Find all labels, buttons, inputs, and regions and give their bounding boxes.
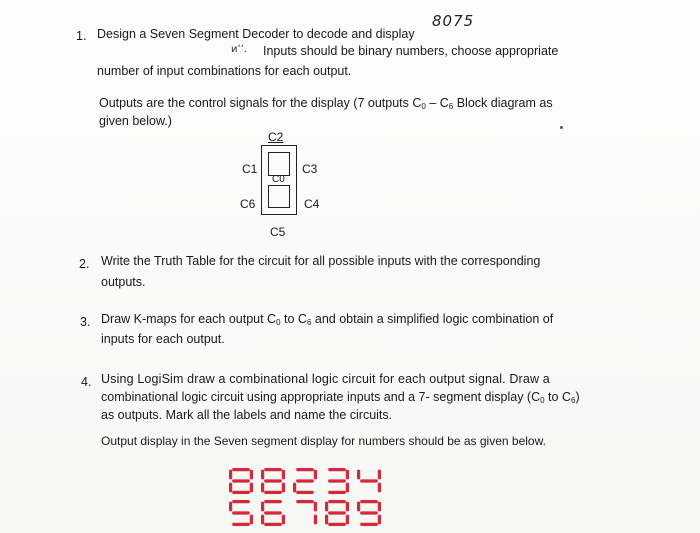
- item-2-number: 2.: [79, 257, 90, 271]
- segment-f: [261, 470, 264, 480]
- segment-e: [293, 483, 296, 493]
- segment-c: [250, 515, 253, 525]
- item-1-line-1: Design a Seven Segment Decoder to decode and display: [97, 27, 415, 41]
- item-4-mid: to C: [544, 390, 571, 404]
- segment-a: [328, 500, 346, 503]
- segment-g: [232, 511, 250, 514]
- segment-a: [296, 468, 314, 471]
- segment-c: [346, 483, 349, 493]
- digit-8: [229, 468, 253, 494]
- item-3-mid: to C: [280, 312, 307, 326]
- segment-f: [229, 502, 232, 512]
- outputs-line-1-post: Block diagram as: [453, 96, 553, 110]
- item-3-line-1-text: Draw K-maps for each output C: [101, 312, 277, 326]
- label-c4: C4: [304, 197, 320, 211]
- digit-4: [357, 470, 381, 493]
- segment-d: [328, 491, 346, 494]
- item-3-sub-6: 6: [306, 318, 312, 327]
- segment-g: [296, 479, 314, 482]
- segment-a: [296, 500, 314, 503]
- item-3-line-1: [101, 311, 553, 327]
- segment-a: [232, 500, 250, 503]
- stray-dot: [560, 126, 563, 129]
- outputs-line-1-text: Outputs are the control signals for the display (7 outputs C: [99, 96, 422, 110]
- label-c1: C1: [242, 162, 258, 176]
- seven-segment-digits: [225, 466, 385, 528]
- digit-7: [296, 500, 317, 524]
- segment-a: [360, 500, 378, 503]
- item-4-line-1: Using LogiSim draw a combinational logic circuit for each output signal. Draw a: [101, 372, 550, 386]
- segment-b: [346, 502, 349, 512]
- segment-a: [232, 468, 250, 471]
- segment-d: [360, 523, 378, 526]
- segment-c: [378, 483, 381, 493]
- segment-e: [229, 483, 232, 493]
- item-4-number: 4.: [81, 375, 92, 389]
- segment-c: [250, 483, 253, 493]
- item-4-sub-6: 6: [570, 396, 576, 405]
- segment-c: [314, 515, 317, 525]
- segment-f: [229, 470, 232, 480]
- item-2-line-2: outputs.: [101, 275, 146, 289]
- segment-d: [232, 491, 250, 494]
- item-4-line-2-text: combinational logic circuit using appropriate inputs and a 7- segment display (C: [101, 390, 541, 404]
- segment-g: [328, 511, 346, 514]
- segment-b: [378, 470, 381, 480]
- segment-d: [328, 523, 346, 526]
- digit-2: [293, 468, 317, 494]
- segment-d: [232, 523, 250, 526]
- segment-g: [360, 511, 378, 514]
- outputs-sub-0: 0: [421, 102, 426, 111]
- handwritten-mark: ͷʼʼ.: [231, 44, 248, 55]
- segment-b: [378, 502, 381, 512]
- label-c0: C0: [272, 174, 285, 185]
- segment-g: [232, 479, 250, 482]
- segment-f: [261, 502, 264, 512]
- segment-b: [314, 470, 317, 480]
- digit-6: [261, 500, 285, 526]
- digit-5: [229, 500, 253, 526]
- segment-b: [314, 502, 317, 512]
- digit-9: [357, 500, 381, 526]
- outputs-dash: – C: [425, 96, 449, 110]
- outputs-line-2: given below.): [99, 114, 172, 128]
- segment-a: [328, 468, 346, 471]
- digit-3: [328, 468, 349, 494]
- segment-b: [282, 470, 285, 480]
- item-4-sub-0: 0: [540, 396, 545, 405]
- seven-segment-block-diagram: [222, 130, 342, 245]
- segment-g: [360, 479, 378, 482]
- segment-g: [264, 511, 282, 514]
- item-3-line-1-post: and obtain a simplified logic combination of: [311, 312, 554, 326]
- item-4-line-2-post: ): [575, 390, 580, 404]
- segment-c: [378, 515, 381, 525]
- segment-g: [328, 479, 346, 482]
- label-c6: C6: [240, 197, 256, 211]
- segment-d: [296, 491, 314, 494]
- segment-lower-window: [268, 185, 290, 208]
- segment-g: [264, 479, 282, 482]
- item-1-line-3: number of input combinations for each output.: [97, 64, 352, 78]
- segment-c: [282, 483, 285, 493]
- segment-c: [282, 515, 285, 525]
- item-2-line-1: Write the Truth Table for the circuit for all possible inputs with the corresponding: [101, 254, 541, 268]
- label-c5: C5: [270, 225, 286, 239]
- item-4-line-2: [101, 389, 580, 405]
- segment-c: [346, 515, 349, 525]
- digit-8: [261, 468, 285, 494]
- segment-b: [250, 470, 253, 480]
- item-1-line-2: Inputs should be binary numbers, choose appropriate: [263, 44, 559, 58]
- outputs-line-1: [99, 95, 553, 111]
- digit-8: [325, 500, 349, 526]
- outputs-sub-6: 6: [448, 102, 454, 111]
- item-4-line-3: as outputs. Mark all the labels and name the circuits.: [101, 408, 393, 422]
- segment-d: [264, 491, 282, 494]
- segment-d: [264, 523, 282, 526]
- segment-e: [261, 483, 264, 493]
- label-c3: C3: [302, 162, 318, 176]
- segment-f: [325, 502, 328, 512]
- segment-a: [264, 468, 282, 471]
- segment-e: [325, 515, 328, 525]
- item-4-line-4: Output display in the Seven segment display for numbers should be as given below.: [101, 434, 546, 448]
- item-3-sub-0: 0: [276, 318, 281, 327]
- segment-b: [346, 470, 349, 480]
- segment-f: [357, 502, 360, 512]
- segment-upper-window: [268, 152, 290, 176]
- item-1-number: 1.: [76, 29, 87, 43]
- segment-f: [357, 470, 360, 480]
- segment-e: [261, 515, 264, 525]
- segment-a: [264, 500, 282, 503]
- handwritten-number: 8075: [432, 12, 475, 30]
- item-3-number: 3.: [80, 315, 91, 329]
- label-c2: C2: [268, 130, 284, 144]
- item-3-line-2: inputs for each output.: [101, 332, 225, 346]
